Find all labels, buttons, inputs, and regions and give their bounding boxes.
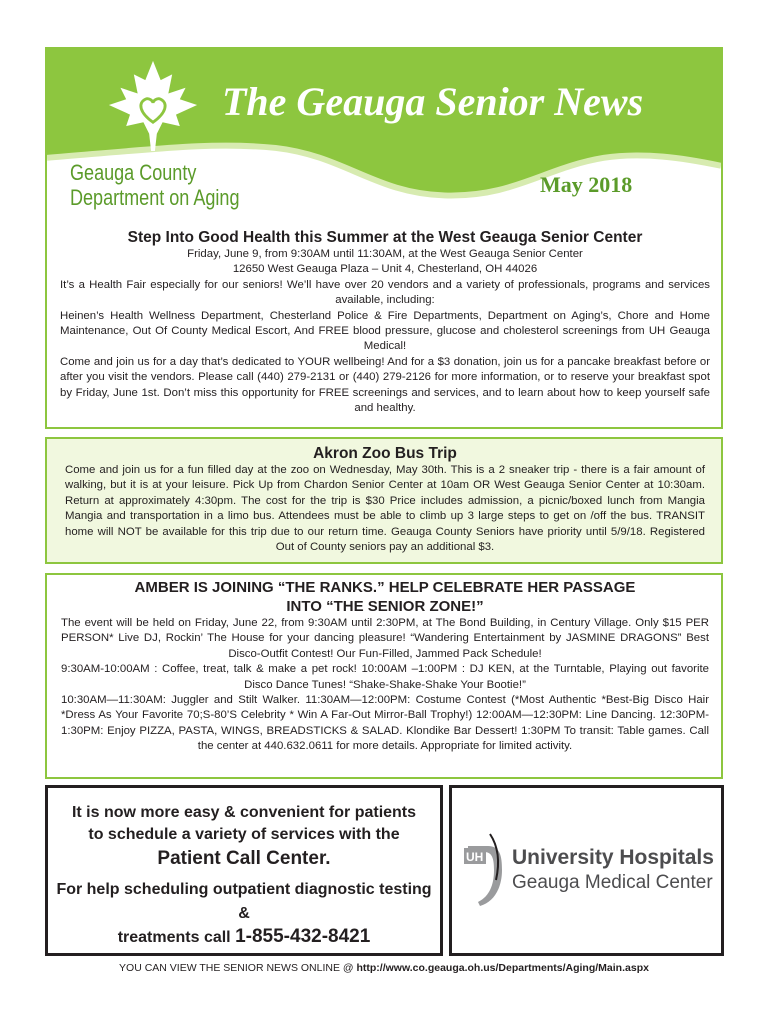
zoo-trip-heading: Akron Zoo Bus Trip xyxy=(313,445,457,462)
ad-line-1: It is now more easy & convenient for patients xyxy=(71,804,417,821)
ad-line-5-prefix: treatments call xyxy=(117,929,236,946)
amber-event-box xyxy=(45,573,723,779)
health-fair-paragraph: It’s a Health Fair especially for our seniors! We’ll have over 20 vendors and a variety of professionals, programs and services available, including: xyxy=(60,278,710,307)
department-line-1: Geauga County xyxy=(70,160,197,185)
department-line-2: Department on Aging xyxy=(70,185,240,210)
footer-link[interactable]: http://www.co.geauga.oh.us/Departments/Aging/Main.aspx xyxy=(356,962,649,974)
issue-date: May 2018 xyxy=(540,172,633,197)
uh-logo-mark: UH xyxy=(466,850,484,864)
uh-logo-box xyxy=(449,785,724,956)
health-fair-line: Friday, June 9, from 9:30AM until 11:30AM, at the West Geauga Senior Center xyxy=(187,248,583,260)
uh-name: University Hospitals xyxy=(512,846,714,869)
footer xyxy=(45,962,723,974)
amber-body: The event will be held on Friday, June 22, from 9:30AM until 2:30PM, at The Bond Building, in Century Village. Only $15 PER PERSON* Live DJ, Rockin’ The House for your dancing pleasure! “Wandering Entertainment by JASMINE DRAGONS” Best Disco-Outfit Contest! Our Fun-Filled, Jammed Pack Schedule! xyxy=(61,617,709,660)
zoo-trip-box xyxy=(45,437,723,564)
maple-leaf-heart-icon xyxy=(105,59,201,151)
ad-line-4: For help scheduling outpatient diagnostic testing & xyxy=(56,881,432,922)
zoo-trip-body: Come and join us for a fun filled day at the zoo on Wednesday, May 30th. This is a 2 sneaker trip - there is a fair amount of walking, but it is at your leisure. Pick Up from Chardon Senior Center at 10am OR West Geauga Senior Center at 10:30am. Return at approximately 4:30pm. The cost for the trip is $30 Price includes admission, a picnic/boxed lunch from Mangia Mangia and transportation in a limo bus. Attendees must be able to climb up 3 large steps to get on /off the bus. TRANSIT home will NOT be available for this trip due to our return time. Geauga County Seniors have priority until 5/9/18. Registered Out of County seniors pay an additional $3. xyxy=(65,464,705,554)
department-name xyxy=(70,160,239,210)
ad-phone-number: 1-855-432-8421 xyxy=(235,926,371,947)
amber-heading-line-1: AMBER IS JOINING “THE RANKS.” HELP CELEBRATE HER PASSAGE xyxy=(134,579,636,596)
amber-heading-line-2: INTO “THE SENIOR ZONE!” xyxy=(286,598,484,615)
amber-body: 9:30AM-10:00AM : Coffee, treat, talk & make a pet rock! 10:00AM –1:00PM : DJ KEN, at the Turntable, Playing out favorite Disco Dance Tunes! “Shake-Shake-Shake Your Bootie!” xyxy=(61,663,709,691)
footer-prefix: YOU CAN VIEW THE SENIOR NEWS ONLINE @ xyxy=(119,962,357,974)
health-fair-heading: Step Into Good Health this Summer at the West Geauga Senior Center xyxy=(127,229,643,246)
ad-line-3: Patient Call Center. xyxy=(157,848,331,869)
patient-call-center-ad xyxy=(45,785,443,956)
uh-center-name: Geauga Medical Center xyxy=(512,872,713,893)
health-fair-paragraph: Come and join us for a day that’s dedicated to YOUR wellbeing! And for a $3 donation, join us for a pancake breakfast before or after you visit the vendors. Please call (440) 279-2131 or (440) 279-2126 for more information, or to reserve your breakfast spot by Friday, June 1st. Don’t miss this opportunity for FREE screenings and services, and to learn about how to keep yourself safe and healthy. xyxy=(60,355,710,415)
university-hospitals-logo-icon xyxy=(464,832,504,908)
ad-line-5 xyxy=(56,926,432,949)
ad-line-2: to schedule a variety of services with the xyxy=(88,826,400,843)
health-fair-line: 12650 West Geauga Plaza – Unit 4, Chesterland, OH 44026 xyxy=(232,263,538,276)
health-fair-article xyxy=(60,228,710,416)
amber-body: 10:30AM—11:30AM: Juggler and Stilt Walker. 11:30AM—12:00PM: Costume Contest (*Most Authentic *Best-Big Disco Hair *Dress As Your Favorite 70;S-80’S Celebrity * Win A Far-Out Mirror-Ball Trophy!) 12:00AM—12:30PM: Line Dancing. 12:30PM-1:30PM: Enjoy PIZZA, PASTA, WINGS, BREADSTICKS & SALAD. Klondike Bar Dessert! 1:30PM To transit: Table games. Call the center at 440.632.0611 for more details. Appropriate for limited activity. xyxy=(61,694,709,753)
health-fair-paragraph: Heinen’s Health Wellness Department, Chesterland Police & Fire Departments, Department on Aging’s, Chore and Home Maintenance, Out Of County Medical Escort, And FREE blood pressure, glucose and cholesterol screenings from UH Geauga Medical! xyxy=(60,309,710,353)
newsletter-title: The Geauga Senior News xyxy=(222,79,644,124)
